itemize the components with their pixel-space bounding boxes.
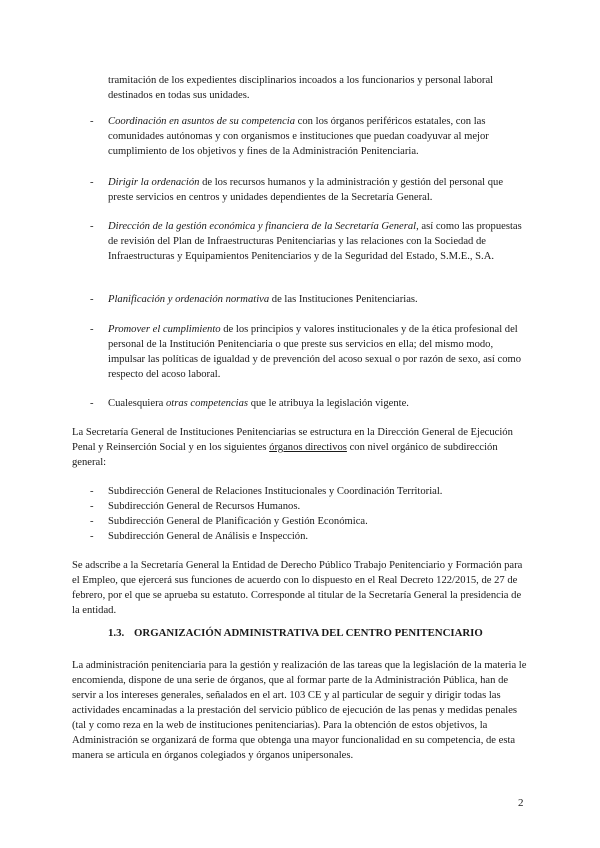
structure-paragraph: La Secretaría General de Instituciones Penitenciarias se estructura en la Dirección General de Ejecución Penal y Reinserción Social y en los siguientes órganos directivos con nivel orgánico de subdirección general: (72, 427, 513, 468)
bullet-text-prefix: Cualesquiera (108, 398, 166, 409)
bullet-emphasis: Coordinación en asuntos de su competencia (108, 116, 296, 127)
organization-paragraph: La administración penitenciaria para la gestión y realización de las tareas que la legislación de la materia le encomienda, dispone de una serie de órganos, que al formar parte de la Administración Pública, han de servir a los intereses generales, señalados en el art. 103 CE y al particular de seguir y dirigir todas las actividades encaminadas a la prestación del servicio público de ejecución de las penas y medidas penales (tal y como reza en la web de instituciones penitenciarias). Para la obtención de estos objetivos, la Administración se organizará de forma que obtenga una mayor funcionalidad en su competencia, de esta manera se articula en órganos colegiados y órganos unipersonales. (72, 660, 527, 761)
bullet-dash: - (90, 221, 94, 232)
underlined-term: órganos directivos (269, 442, 347, 453)
bullet-emphasis: Promover el cumplimiento (108, 324, 221, 335)
bullet-text: de los principios y valores institucionales y de la ética profesional del personal de la Institución Penitenciaria o que preste sus servicios en ella; del mismo modo, impulsar las políticas de igualdad y de prevención del acoso sexual o por razón de sexo, así como respecto del acoso laboral. (108, 324, 522, 380)
bullet-emphasis: otras competencias (165, 398, 249, 409)
bullet-dash: - (90, 116, 94, 127)
bullet-emphasis: Dirección de la gestión económica y financiera de la Secretaría General (108, 221, 417, 232)
section-heading (108, 626, 528, 641)
document-page: tramitación de los expedientes disciplinarios incoados a los funcionarios y personal laboral destinados en todas sus unidades. - Coordinación en asuntos de su competencia con los órganos periféricos estatales, con las comunidades autónomas y con organismos e instituciones que puedan coadyuvar al mejor cumplimiento de los objetivos y fines de la Administración Penitenciaria. - Dirigir la ordenación de los recursos humanos y la administración y gestión del personal que preste servicios en centros y unidades dependientes de la Secretaría General. - Dirección de la gestión económica y financiera de la Secretaría General, así como las propuestas de revisión del Plan de Infraestructuras Penitenciarias y las relaciones con la Sociedad de Infraestructuras y Equipamientos Penitenciarios y de la Seguridad del Estado, S.M.E., S.A. - Planificación y ordenación normativa de las Instituciones Penitenciarias. - Promover el cumplimiento de los principios y valores institucionales y de la ética profesional del personal de la Institución Penitenciaria o que preste sus servicios en ella; del mismo modo, impulsar las políticas de igualdad y de prevención del acoso sexual o por razón de sexo, así como respecto del acoso laboral. - Cualesquiera otras competencias que le atribuya la legislación vigente. La Secretaría General de Instituciones Penitenciarias se estructura en la Dirección General de Ejecución Penal y Reinserción Social y en los siguientes órganos directivos con nivel orgánico de subdirección general: - Subdirección General de Relaciones Institucionales y Coordinación Territorial. - Subdirección General de Recursos Humanos. - Subdirección General de Planificación y Gestión Económica. - Subdirección General de Análisis e Inspección. Se adscribe a la Secretaría General la Entidad de Derecho Público Trabajo Penitenciario y Formación para el Empleo, que ejercerá sus funciones de acuerdo con lo dispuesto en el Real Decreto 122/2015, de 27 de febrero, por el que se aprueba su estatuto. Corresponde al titular de la Secretaría General la presidencia de la entidad. 1.3. ORGANIZACIÓN ADMINISTRATIVA DEL CENTRO PENITENCIARIO La administración penitenciaria para la gestión y realización de las tareas que la legislación de la materia le encomienda, dispone de una serie de órganos, que al formar parte de la Administración Pública, han de servir a los intereses generales, señalados en el art. 103 CE y al particular de seguir y dirigir todas las actividades encaminadas a la prestación del servicio público de ejecución de las penas y medidas penales (tal y como reza en la web de instituciones penitenciarias). Para la obtención de estos objetivos, la Administración se organizará de forma que obtenga una mayor funcionalidad en su competencia, de esta manera se articula en órganos colegiados y órganos unipersonales. 2 (72, 75, 527, 809)
bullet-emphasis: Planificación y ordenación normativa (108, 294, 270, 305)
bullet-text: con los órganos periféricos estatales, con las comunidades autónomas y con organismos e instituciones que puedan coadyuvar al mejor cumplimiento de los objetivos y fines de la Administración Penitenciaria. (108, 116, 489, 157)
bullet-text: de las Instituciones Penitenciarias. (269, 294, 418, 305)
section-number: 1.3. (108, 627, 125, 639)
page-number: 2 (518, 797, 524, 809)
bullet-text: que le atribuya la legislación vigente. (248, 398, 409, 409)
bullet-dash: - (90, 398, 94, 409)
bullet-text: de los recursos humanos y la administración y gestión del personal que preste servicios en centros y unidades dependientes de la Secretaría General. (108, 177, 504, 203)
bullet-emphasis: Dirigir la ordenación (108, 177, 200, 188)
bullet-dash: - (90, 324, 94, 335)
continuation-text: tramitación de los expedientes disciplinarios incoados a los funcionarios y personal laboral destinados en todas sus unidades. (108, 75, 494, 101)
section-title: ORGANIZACIÓN ADMINISTRATIVA DEL CENTRO PENITENCIARIO (134, 627, 483, 639)
bullet-text: , así como las propuestas de revisión del Plan de Infraestructuras Penitenciarias y las relaciones con la Sociedad de Infraestructuras y Equipamientos Penitenciarios y de la Seguridad del Estado, S.M.E., S.A. (108, 221, 522, 262)
bullet-dash: - (90, 294, 94, 305)
bullet-dash: - (90, 177, 94, 188)
entity-paragraph: Se adscribe a la Secretaría General la Entidad de Derecho Público Trabajo Penitenciario y Formación para el Empleo, que ejercerá sus funciones de acuerdo con lo dispuesto en el Real Decreto 122/2015, de 27 de febrero, por el que se aprueba su estatuto. Corresponde al titular de la Secretaría General la presidencia de la entidad. (72, 560, 523, 616)
